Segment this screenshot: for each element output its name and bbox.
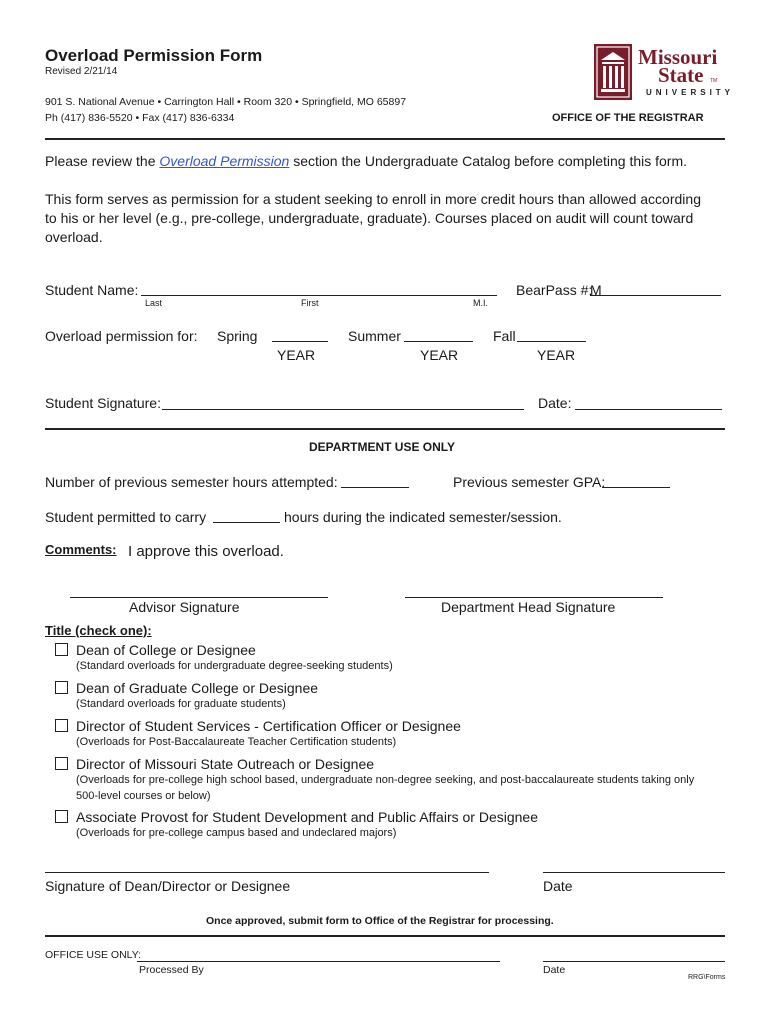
footer-divider bbox=[45, 935, 725, 937]
office-date-label: Date bbox=[543, 964, 566, 976]
student-date-label: Date: bbox=[538, 395, 572, 411]
bearpass-value: M bbox=[590, 282, 602, 298]
dean-signature-field[interactable] bbox=[45, 872, 489, 873]
student-date-field[interactable] bbox=[575, 409, 722, 410]
building-icon bbox=[594, 44, 632, 100]
summer-year-label: YEAR bbox=[420, 347, 459, 363]
intro-text-after: section the Undergraduate Catalog before completing this form. bbox=[289, 153, 688, 169]
advisor-signature-field[interactable] bbox=[70, 597, 328, 598]
university-logo bbox=[594, 44, 735, 102]
carry-before: Student permitted to carry bbox=[45, 509, 207, 525]
dept-head-signature-label: Department Head Signature bbox=[441, 599, 616, 615]
processed-by-label: Processed By bbox=[139, 964, 204, 976]
office-date-field[interactable] bbox=[543, 961, 725, 962]
dean-college-label: Dean of College or Designee bbox=[76, 642, 256, 658]
associate-provost-label: Associate Provost for Student Development and Public Affairs or Designee bbox=[76, 809, 538, 825]
fall-year-field[interactable] bbox=[517, 341, 586, 342]
director-outreach-note-2: 500-level courses or below) bbox=[76, 790, 211, 802]
dean-college-note: (Standard overloads for undergraduate degree-seeking students) bbox=[76, 660, 393, 672]
intro-paragraph-1 bbox=[45, 152, 687, 170]
intro-text-before: Please review the bbox=[45, 153, 160, 169]
student-name-label: Student Name: bbox=[45, 282, 139, 298]
spring-year-field[interactable] bbox=[272, 341, 328, 342]
intro-paragraph-2-line2: to his or her level (e.g., pre-college, undergraduate, graduate). Courses placed on audit will count toward bbox=[45, 210, 694, 226]
prev-gpa-field[interactable] bbox=[602, 487, 670, 488]
summer-label: Summer bbox=[348, 328, 401, 344]
sub-last: Last bbox=[145, 298, 163, 308]
director-student-services-label: Director of Student Services - Certification Officer or Designee bbox=[76, 718, 461, 734]
director-student-services-checkbox[interactable] bbox=[55, 719, 68, 732]
carry-hours-field[interactable] bbox=[213, 522, 280, 523]
director-outreach-checkbox[interactable] bbox=[55, 757, 68, 770]
advisor-signature-label: Advisor Signature bbox=[129, 599, 240, 615]
dean-graduate-label: Dean of Graduate College or Designee bbox=[76, 680, 319, 696]
overload-for-label: Overload permission for: bbox=[45, 328, 198, 344]
dean-graduate-note: (Standard overloads for graduate students) bbox=[76, 698, 286, 710]
director-outreach-label: Director of Missouri State Outreach or Designee bbox=[76, 756, 375, 772]
intro-paragraph-2-line3: overload. bbox=[45, 229, 103, 245]
student-signature-field[interactable] bbox=[162, 409, 524, 410]
bearpass-field[interactable] bbox=[590, 295, 721, 296]
logo-missouri: Missouri bbox=[638, 45, 718, 69]
address: 901 S. National Avenue • Carrington Hall • Room 320 • Springfield, MO 65897 bbox=[45, 96, 407, 108]
dean-college-checkbox[interactable] bbox=[55, 643, 68, 656]
spring-year-label: YEAR bbox=[277, 347, 316, 363]
carry-after: hours during the indicated semester/session. bbox=[284, 509, 562, 525]
header-divider bbox=[45, 138, 725, 140]
title-check-label: Title (check one): bbox=[45, 623, 152, 638]
sub-mi: M.I. bbox=[473, 298, 488, 308]
department-heading: DEPARTMENT USE ONLY bbox=[309, 440, 456, 454]
intro-paragraph-2-line1: This form serves as permission for a student seeking to enroll in more credit hours than allowed according bbox=[45, 191, 701, 207]
fall-year-label: YEAR bbox=[537, 347, 576, 363]
summer-year-field[interactable] bbox=[404, 341, 473, 342]
comments-label: Comments: bbox=[45, 542, 117, 557]
prev-hours-label: Number of previous semester hours attempted: bbox=[45, 474, 338, 490]
phone-fax: Ph (417) 836-5520 • Fax (417) 836-6334 bbox=[45, 112, 235, 124]
director-student-services-note: (Overloads for Post-Baccalaureate Teacher Certification students) bbox=[76, 736, 397, 748]
office-registrar: OFFICE OF THE REGISTRAR bbox=[552, 112, 704, 124]
associate-provost-note: (Overloads for pre-college campus based and undeclared majors) bbox=[76, 827, 397, 839]
director-outreach-note: (Overloads for pre-college high school based, undergraduate non-degree seeking, and post-baccalaureate students taking only bbox=[76, 774, 695, 786]
form-title: Overload Permission Form bbox=[45, 46, 263, 65]
dean-date-label: Date bbox=[543, 878, 573, 894]
student-signature-label: Student Signature: bbox=[45, 395, 161, 411]
office-use-label: OFFICE USE ONLY: bbox=[45, 949, 142, 961]
spring-label: Spring bbox=[217, 328, 258, 344]
logo-tm: TM bbox=[710, 78, 718, 84]
prev-gpa-label: Previous semester GPA: bbox=[453, 474, 606, 490]
prev-hours-field[interactable] bbox=[341, 487, 409, 488]
revised-date: Revised 2/21/14 bbox=[45, 66, 118, 77]
dean-signature-label: Signature of Dean/Director or Designee bbox=[45, 878, 291, 894]
department-divider bbox=[45, 428, 725, 430]
dean-graduate-checkbox[interactable] bbox=[55, 681, 68, 694]
fall-label: Fall bbox=[493, 328, 516, 344]
logo-state: State bbox=[658, 63, 704, 87]
comments-value[interactable]: I approve this overload. bbox=[128, 543, 284, 560]
overload-permission-link[interactable]: Overload Permission bbox=[159, 153, 290, 169]
bearpass-label: BearPass #: bbox=[516, 282, 593, 298]
student-name-field[interactable] bbox=[141, 295, 497, 296]
processed-by-field[interactable] bbox=[137, 961, 500, 962]
dean-date-field[interactable] bbox=[543, 872, 725, 873]
associate-provost-checkbox[interactable] bbox=[55, 810, 68, 823]
logo-university: UNIVERSITY bbox=[646, 88, 735, 97]
form-code: RRG\Forms bbox=[688, 974, 726, 981]
submit-note: Once approved, submit form to Office of the Registrar for processing. bbox=[206, 915, 554, 927]
dept-head-signature-field[interactable] bbox=[405, 597, 663, 598]
sub-first: First bbox=[301, 298, 319, 308]
